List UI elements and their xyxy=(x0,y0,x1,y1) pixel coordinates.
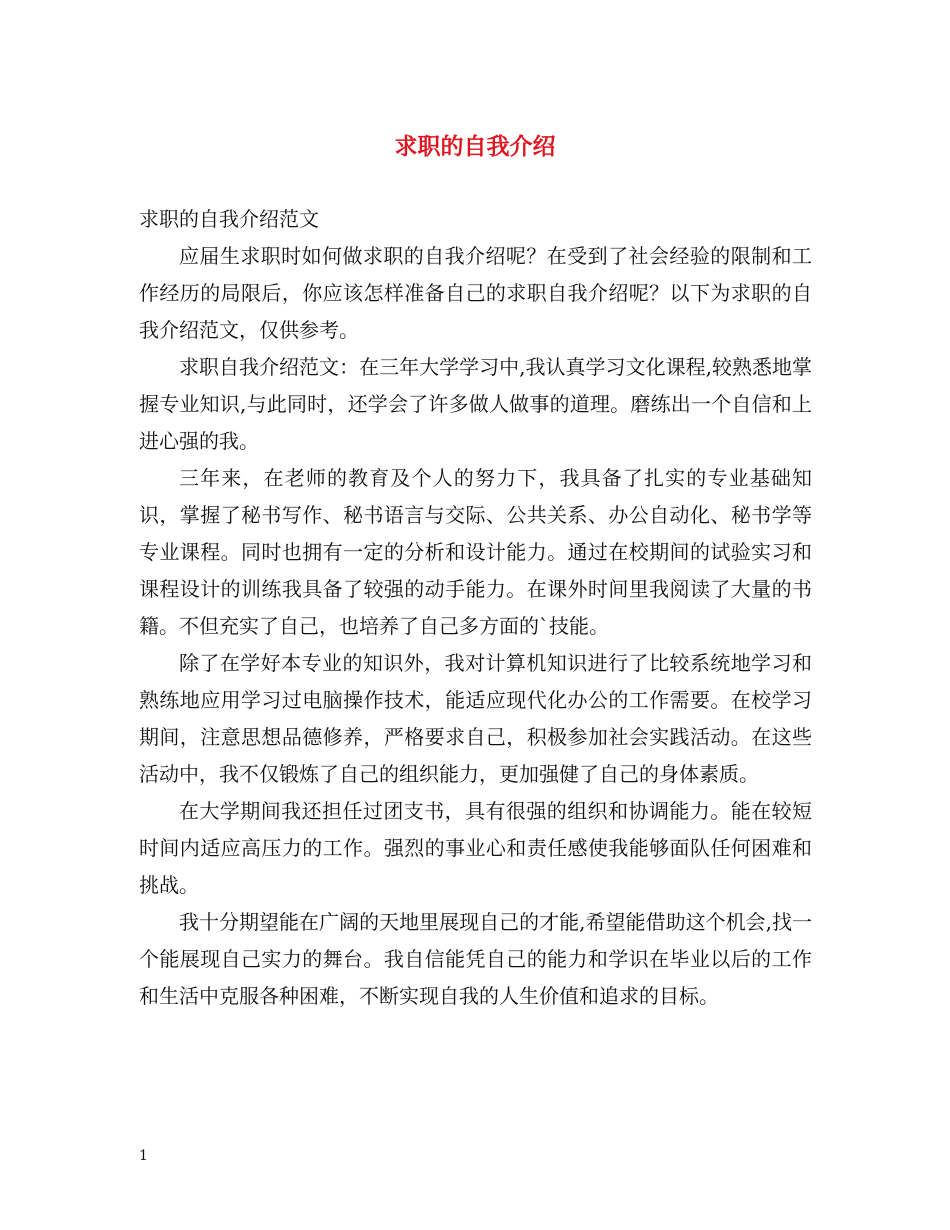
document-title: 求职的自我介绍 xyxy=(394,133,556,160)
paragraph-computer: 除了在学好本专业的知识外，我对计算机知识进行了比较系统地学习和熟练地应用学习过电脑操作技术，能适应现代化办公的工作需要。在校学习期间，注意思想品德修养，严格要求自己，积极参加社会实践活动。在这些活动中，我不仅锻炼了自己的组织能力，更加强健了自己的身体素质。 xyxy=(139,651,812,786)
document-subtitle: 求职的自我介绍范文 xyxy=(139,207,319,231)
paragraph-skills: 三年来，在老师的教育及个人的努力下，我具备了扎实的专业基础知识，掌握了秘书写作、秘书语言与交际、公共关系、办公自动化、秘书学等专业课程。同时也拥有一定的分析和设计能力。通过在校期间的试验实习和课程设计的训练我具备了较强的动手能力。在课外时间里我阅读了大量的书籍。不但充实了自己，也培养了自己多方面的`技能。 xyxy=(139,466,812,638)
paragraph-goals: 我十分期望能在广阔的天地里展现自己的才能,希望能借助这个机会,找一个能展现自己实力的舞台。我自信能凭自己的能力和学识在毕业以后的工作和生活中克服各种困难，不断实现自我的人生价值和追求的目标。 xyxy=(139,910,812,1008)
page-number: 1 xyxy=(139,1148,148,1164)
paragraph-intro: 应届生求职时如何做求职的自我介绍呢？在受到了社会经验的限制和工作经历的局限后，你应该怎样准备自己的求职自我介绍呢？以下为求职的自我介绍范文，仅供参考。 xyxy=(139,244,812,342)
document-body xyxy=(139,201,812,1015)
paragraph-study: 求职自我介绍范文：在三年大学学习中,我认真学习文化课程,较熟悉地掌握专业知识,与此同时，还学会了许多做人做事的道理。磨练出一个自信和上进心强的我。 xyxy=(139,355,812,453)
paragraph-leadership: 在大学期间我还担任过团支书，具有很强的组织和协调能力。能在较短时间内适应高压力的工作。强烈的事业心和责任感使我能够面队任何困难和挑战。 xyxy=(139,799,812,897)
